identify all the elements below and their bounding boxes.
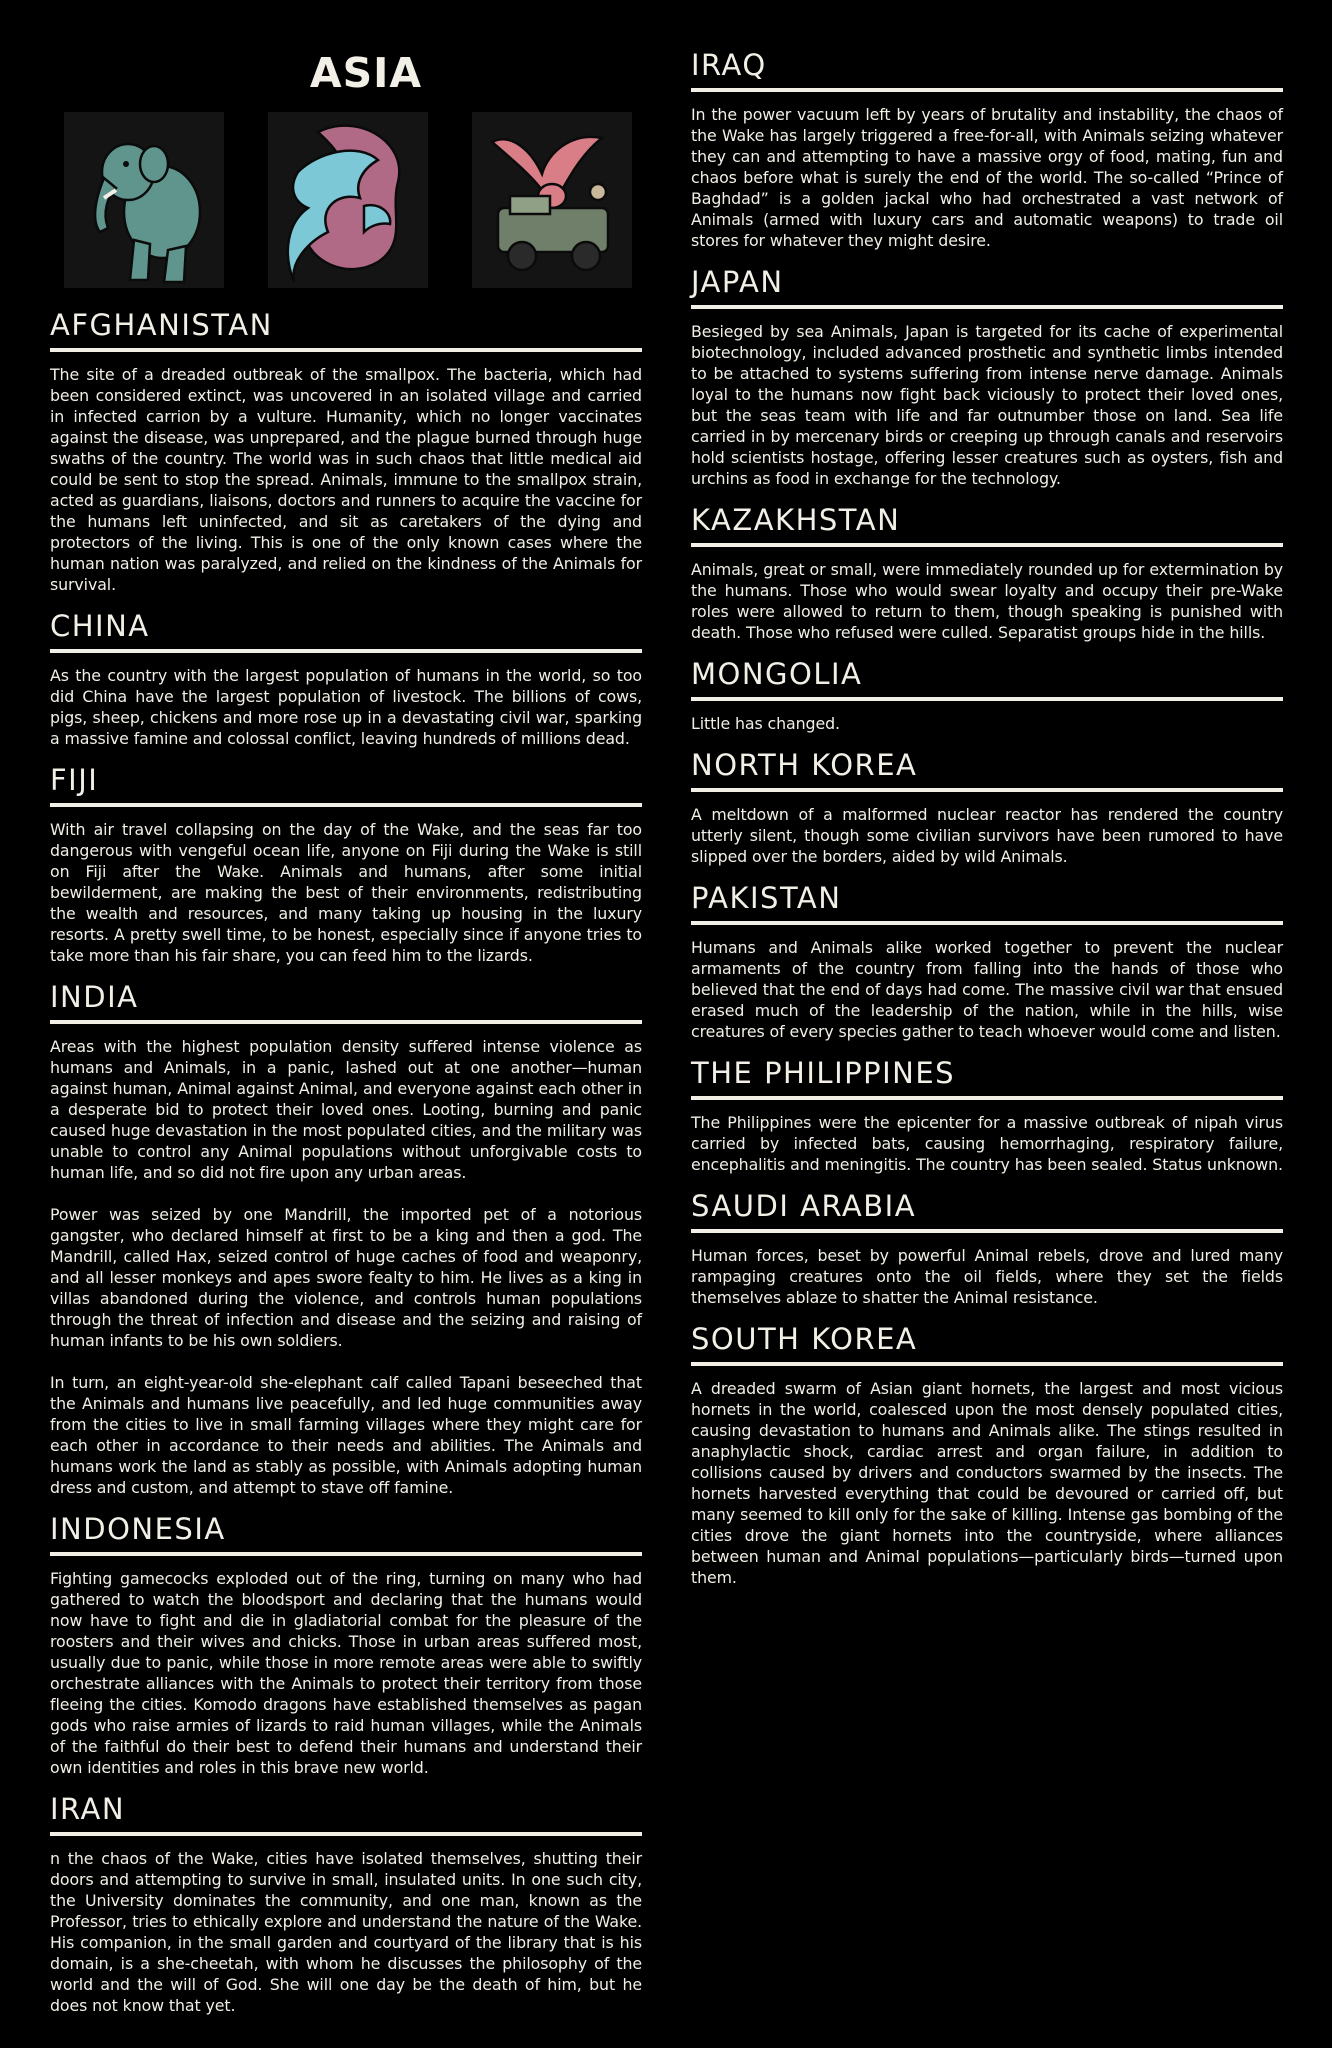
section-heading: INDONESIA [50,1512,642,1556]
right-column [691,0,1283,1588]
section-paragraph: In turn, an eight-year-old she-elephant calf called Tapani beseeched that the Animals and humans live peacefully, and led huge communities away from the cities to live in small farming villages where they might care for each other in accordance to their needs and abilities. The Animals and humans work the land as stably as possible, with Animals adopting human dress and custom, and attempt to stave off famine. [50,1373,642,1497]
section-heading: SOUTH KOREA [691,1322,1283,1366]
left-column [50,0,642,2016]
section-south-korea [691,1322,1283,1588]
section-heading: KAZAKHSTAN [691,503,1283,547]
section-china [50,609,642,749]
section-heading: IRAN [50,1792,642,1836]
elephant-illustration [64,112,224,288]
section-paragraph: Little has changed. [691,714,840,733]
section-philippines [691,1056,1283,1175]
section-saudi-arabia [691,1189,1283,1308]
section-heading: MONGOLIA [691,657,1283,701]
section-paragraph: Areas with the highest population density suffered intense violence as humans and Animals, in a panic, lashed out at one another—human against human, Animal against Animal, and everyone against each other in a desperate bid to protect their loved ones. Looting, burning and panic caused huge devastation in the most populated cities, and the military was unable to control any Animal populations without unforgivable costs to human life, and so did not fire upon any urban areas. [50,1037,642,1182]
section-paragraph: With air travel collapsing on the day of the Wake, and the seas far too dangerous with vengeful ocean life, anyone on Fiji during the Wake is still on Fiji after the Wake. Animals and humans, after some initial bewilderment, are making the best of their environments, redistributing the wealth and resources, and many taking up housing in the luxury resorts. A pretty swell time, to be honest, especially since if anyone tries to take more than his fair share, you can feed him to the lizards. [50,820,642,965]
section-paragraph: As the country with the largest population of humans in the world, so too did China have the largest population of livestock. The billions of cows, pigs, sheep, chickens and more rose up in a devastating civil war, sparking a massive famine and colossal conflict, leaving hundreds of millions dead. [50,666,642,748]
section-heading: CHINA [50,609,642,653]
section-paragraph: The Philippines were the epicenter for a massive outbreak of nipah virus carried by infected bats, causing hemorrhaging, respiratory failure, encephalitis and meningitis. The country has been sealed. Status unknown. [691,1113,1283,1174]
section-pakistan [691,881,1283,1042]
section-heading: AFGHANISTAN [50,308,642,352]
section-iraq [691,48,1283,251]
section-paragraph: n the chaos of the Wake, cities have isolated themselves, shutting their doors and attempting to survive in small, insulated units. In one such city, the University dominates the community, and one man, known as the Professor, tries to ethically explore and understand the nature of the Wake. His companion, in the small garden and courtyard of the library that is his domain, is a she-cheetah, with whom he discusses the philosophy of the world and the will of God. She will one day be the death of him, but he does not know that yet. [50,1849,642,2015]
section-paragraph: Animals, great or small, were immediately rounded up for extermination by the humans. Those who would swear loyalty and occupy their pre-Wake roles were allowed to return to them, though speaking is punished with death. Those who refused were culled. Separatist groups hide in the hills. [691,560,1283,642]
section-heading: THE PHILIPPINES [691,1056,1283,1100]
section-fiji [50,763,642,966]
section-paragraph: In the power vacuum left by years of brutality and instability, the chaos of the Wake has largely triggered a free-for-all, with Animals seizing whatever they can and attempting to have a massive orgy of food, mating, fun and chaos before what is surely the end of the world. The so-called “Prince of Baghdad” is a golden jackal who had orchestrated a vast network of Animals (armed with luxury cars and automatic weapons) to trade oil stores for whatever they might desire. [691,105,1283,250]
section-mongolia [691,657,1283,734]
section-north-korea [691,748,1283,867]
section-heading: PAKISTAN [691,881,1283,925]
section-paragraph: A meltdown of a malformed nuclear reactor has rendered the country utterly silent, though some civilian survivors have been rumored to have slipped over the borders, aided by wild Animals. [691,805,1283,866]
section-heading: NORTH KOREA [691,748,1283,792]
section-heading: INDIA [50,980,642,1024]
section-paragraph: Human forces, beset by powerful Animal rebels, drove and lured many rampaging creatures onto the oil fields, where they set the fields themselves ablaze to shatter the Animal resistance. [691,1246,1283,1307]
section-kazakhstan [691,503,1283,643]
section-paragraph: The site of a dreaded outbreak of the smallpox. The bacteria, which had been considered extinct, was uncovered in an isolated village and carried in infected carrion by a vulture. Humanity, which no longer vaccinates against the disease, was unprepared, and the plague burned through huge swaths of the country. The world was in such chaos that little medical aid could be sent to stop the spread. Animals, immune to the smallpox strain, acted as guardians, liaisons, doctors and runners to acquire the vaccine for the humans left uninfected, and sit as caretakers of the dying and protectors of the living. This is one of the only known cases where the human nation was paralyzed, and relied on the kindness of the Animals for survival. [50,365,642,594]
section-heading: JAPAN [691,265,1283,309]
section-heading: FIJI [50,763,642,807]
page-title: ASIA [309,49,423,97]
section-paragraph: Power was seized by one Mandrill, the imported pet of a notorious gangster, who declared himself at first to be a king and then a god. The Mandrill, called Hax, seized control of huge caches of food and weaponry, and all lesser monkeys and apes swore fealty to him. He lives as a king in villas abandoned during the violence, and controls human populations through the threat of infection and disease and the seizing and raising of human infants to be his own soldiers. [50,1205,642,1350]
section-iran [50,1792,642,2016]
section-japan [691,265,1283,489]
section-afghanistan [50,308,642,595]
section-india [50,980,642,1498]
section-indonesia [50,1512,642,1778]
illustration-strip [64,112,632,290]
section-paragraph: Besieged by sea Animals, Japan is targeted for its cache of experimental biotechnology, included advanced prosthetic and synthetic limbs intended to be attached to systems suffering from intense nerve damage. Animals loyal to the humans now fight back viciously to protect their loved ones, but the seas team with life and far outnumber those on land. Sea life carried in by mercenary birds or creeping up through canals and reservoirs hold scientists hostage, offering lesser creatures such as oysters, fish and urchins as food in exchange for the technology. [691,322,1283,488]
dragon-swirl-illustration [268,112,428,288]
section-heading: SAUDI ARABIA [691,1189,1283,1233]
bird-jeep-illustration [472,112,632,288]
section-paragraph: Humans and Animals alike worked together to prevent the nuclear armaments of the country from falling into the hands of those who believed that the end of days had come. The massive civil war that ensued erased much of the leadership of the nation, while in the hills, wise creatures of every species gather to teach whoever would come and listen. [691,938,1283,1041]
section-heading: IRAQ [691,48,1283,92]
section-paragraph: Fighting gamecocks exploded out of the ring, turning on many who had gathered to watch the bloodsport and declaring that the humans would now have to fight and die in gladiatorial combat for the pleasure of the roosters and their wives and chicks. Those in urban areas suffered most, usually due to panic, while those in more remote areas were able to swiftly orchestrate alliances with the Animals to protect their territory from those fleeing the cities. Komodo dragons have established themselves as pagan gods who raise armies of lizards to raid human villages, while the Animals of the faithful do their best to defend their humans and understand their own identities and roles in this brave new world. [50,1569,642,1777]
section-paragraph: A dreaded swarm of Asian giant hornets, the largest and most vicious hornets in the world, coalesced upon the most densely populated cities, causing devastation to humans and Animals alike. The stings resulted in anaphylactic shock, cardiac arrest and organ failure, in addition to collisions caused by drivers and conductors swarmed by the insects. The hornets harvested everything that could be devoured or carried off, but many seemed to kill only for the sake of killing. Intense gas bombing of the cities drove the giant hornets into the countryside, where alliances between human and Animal populations—particularly birds—turned upon them. [691,1379,1283,1587]
